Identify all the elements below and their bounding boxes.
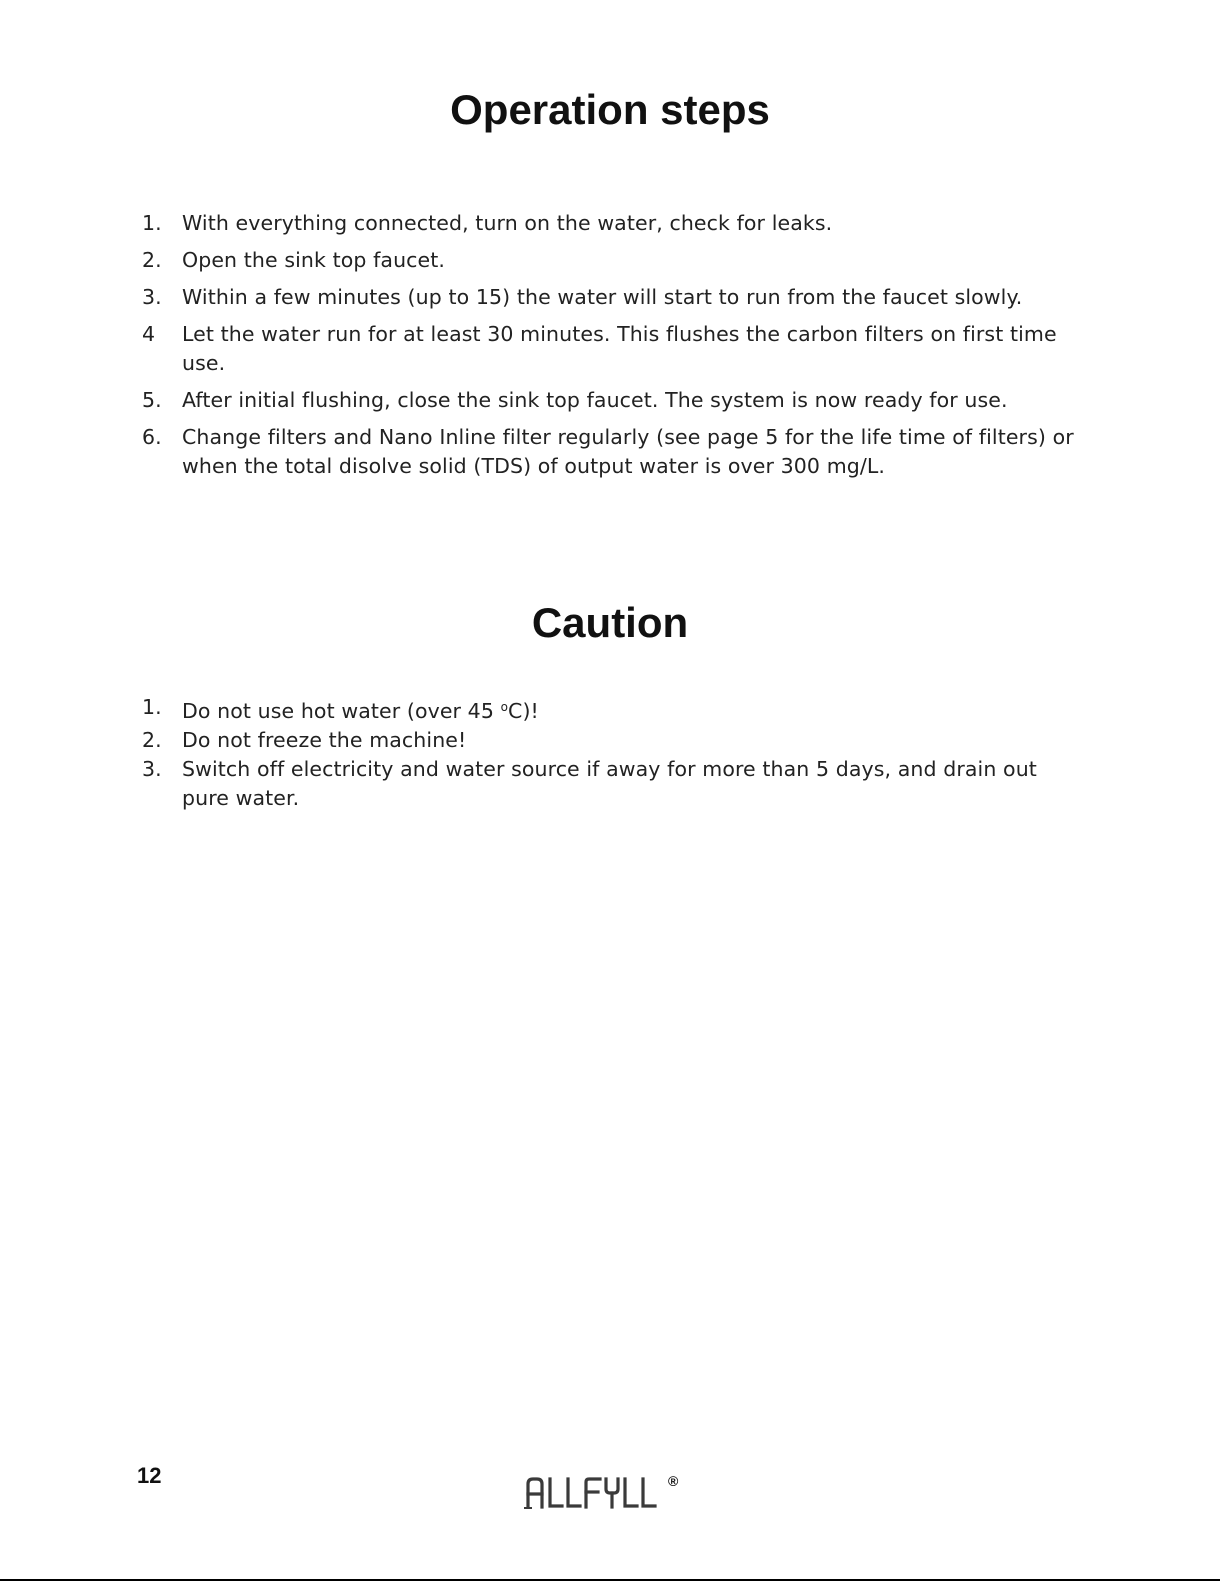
operation-steps-list — [142, 209, 1082, 489]
item-number: 1. — [142, 211, 162, 235]
list-item — [142, 693, 1082, 726]
item-text: Open the sink top faucet. — [182, 248, 446, 272]
item-number: 3. — [142, 757, 162, 781]
item-number: 2. — [142, 248, 162, 272]
list-item — [142, 726, 1082, 755]
list-item — [142, 755, 1082, 813]
page-bottom-border — [0, 1579, 1220, 1581]
item-number: 6. — [142, 425, 162, 449]
caution-heading: Caution — [531, 599, 689, 646]
page-number: 12 — [137, 1463, 162, 1488]
item-number: 4 — [142, 322, 156, 346]
item-number: 1. — [142, 695, 162, 719]
degree-symbol: o — [500, 700, 509, 714]
item-number: 3. — [142, 285, 162, 309]
list-item — [142, 246, 1082, 275]
operation-steps-heading: Operation steps — [450, 86, 770, 133]
list-item — [142, 386, 1082, 415]
item-text: Switch off electricity and water source if away for more than 5 days, and drain out pure water. — [182, 757, 1037, 810]
list-item — [142, 283, 1082, 312]
item-text: With everything connected, turn on the water, check for leaks. — [182, 211, 833, 235]
list-item — [142, 423, 1082, 481]
caution-list — [142, 693, 1082, 813]
item-text: After initial flushing, close the sink top faucet. The system is now ready for use. — [182, 388, 1008, 412]
allfyll-logo — [524, 1470, 694, 1514]
item-number: 5. — [142, 388, 162, 412]
item-text: Change filters and Nano Inline filter regularly (see page 5 for the life time of filters) or when the total disolve solid (TDS) of output water is over 300 mg/L. — [182, 425, 1074, 478]
item-text: Within a few minutes (up to 15) the water will start to run from the faucet slowly. — [182, 285, 1023, 309]
list-item — [142, 320, 1082, 378]
item-text-suffix: C)! — [508, 699, 539, 723]
registered-mark: ® — [668, 1473, 679, 1489]
item-text-prefix: Do not use hot water (over 45 — [182, 699, 501, 723]
item-text: Do not freeze the machine! — [182, 728, 467, 752]
list-item — [142, 209, 1082, 238]
item-text: Let the water run for at least 30 minutes. This flushes the carbon filters on first time use. — [182, 322, 1057, 375]
item-number: 2. — [142, 728, 162, 752]
